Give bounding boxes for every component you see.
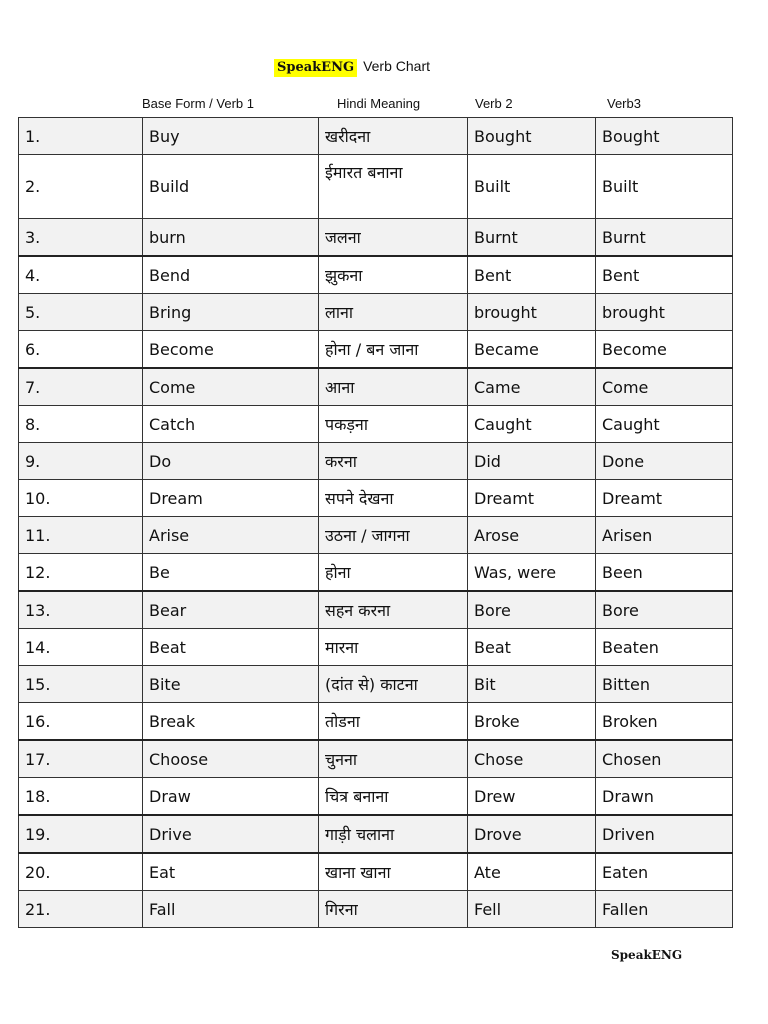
column-header-verb2: Verb 2 [475,96,513,111]
verb3-cell: Been [596,554,733,592]
footer-brand-label: SpeakENG [611,948,683,962]
base-form-cell: Buy [143,118,319,155]
row-number: 21. [19,891,143,928]
verb3-cell: Beaten [596,629,733,666]
hindi-meaning-cell: उठना / जागना [319,517,468,554]
base-form-cell: Do [143,443,319,480]
base-form-cell: Fall [143,891,319,928]
hindi-meaning-cell: चुनना [319,740,468,778]
table-row [19,155,733,219]
row-number: 11. [19,517,143,554]
row-number: 6. [19,331,143,369]
table-row [19,703,733,741]
verb3-cell: Become [596,331,733,369]
base-form-cell: Bend [143,256,319,294]
hindi-meaning-cell: सहन करना [319,591,468,629]
row-number: 1. [19,118,143,155]
hindi-meaning-cell: चित्र बनाना [319,778,468,816]
table-row [19,480,733,517]
verb3-cell: Chosen [596,740,733,778]
verb3-cell: Dreamt [596,480,733,517]
base-form-cell: Break [143,703,319,741]
hindi-meaning-cell: करना [319,443,468,480]
verb3-cell: Bent [596,256,733,294]
table-row [19,219,733,257]
table-row [19,666,733,703]
verb2-cell: Beat [468,629,596,666]
column-header-verb3: Verb3 [607,96,641,111]
verb2-cell: Dreamt [468,480,596,517]
hindi-meaning-cell: होना [319,554,468,592]
table-row [19,118,733,155]
hindi-meaning-cell: गिरना [319,891,468,928]
base-form-cell: Catch [143,406,319,443]
verb3-cell: Done [596,443,733,480]
row-number: 20. [19,853,143,891]
base-form-cell: Eat [143,853,319,891]
hindi-meaning-cell: जलना [319,219,468,257]
verb3-cell: Bitten [596,666,733,703]
title-text: Verb Chart [363,58,431,74]
verb3-cell: brought [596,294,733,331]
table-row [19,815,733,853]
table-row [19,406,733,443]
verb2-cell: brought [468,294,596,331]
brand-label-highlighted: SpeakENG [274,59,357,77]
verb3-cell: Built [596,155,733,219]
verb2-cell: Ate [468,853,596,891]
verb2-cell: Bit [468,666,596,703]
chart-title [274,58,430,76]
base-form-cell: burn [143,219,319,257]
row-number: 15. [19,666,143,703]
verb3-cell: Bore [596,591,733,629]
verb2-cell: Became [468,331,596,369]
verb2-cell: Did [468,443,596,480]
base-form-cell: Arise [143,517,319,554]
table-row [19,591,733,629]
row-number: 14. [19,629,143,666]
row-number: 9. [19,443,143,480]
row-number: 2. [19,155,143,219]
column-header-hindi-meaning: Hindi Meaning [337,96,421,111]
table-row [19,891,733,928]
table-row [19,331,733,369]
row-number: 8. [19,406,143,443]
row-number: 3. [19,219,143,257]
verb2-cell: Fell [468,891,596,928]
verb3-cell: Bought [596,118,733,155]
verb3-cell: Driven [596,815,733,853]
verb3-cell: Come [596,368,733,406]
hindi-meaning-cell: खरीदना [319,118,468,155]
hindi-meaning-cell: खाना खाना [319,853,468,891]
verb3-cell: Broken [596,703,733,741]
base-form-cell: Come [143,368,319,406]
row-number: 7. [19,368,143,406]
base-form-cell: Drive [143,815,319,853]
row-number: 5. [19,294,143,331]
verb3-cell: Fallen [596,891,733,928]
row-number: 12. [19,554,143,592]
verb3-cell: Eaten [596,853,733,891]
row-number: 16. [19,703,143,741]
base-form-cell: Be [143,554,319,592]
verb2-cell: Burnt [468,219,596,257]
verb-table [18,117,733,928]
hindi-meaning-cell: झुकना [319,256,468,294]
verb2-cell: Arose [468,517,596,554]
base-form-cell: Draw [143,778,319,816]
verb2-cell: Bent [468,256,596,294]
table-row [19,554,733,592]
hindi-meaning-cell: (दांत से) काटना [319,666,468,703]
verb2-cell: Drew [468,778,596,816]
hindi-meaning-cell: लाना [319,294,468,331]
verb2-cell: Came [468,368,596,406]
hindi-meaning-cell: सपने देखना [319,480,468,517]
hindi-meaning-cell: गाड़ी चलाना [319,815,468,853]
base-form-cell: Choose [143,740,319,778]
row-number: 17. [19,740,143,778]
row-number: 19. [19,815,143,853]
verb3-cell: Arisen [596,517,733,554]
base-form-cell: Dream [143,480,319,517]
table-row [19,853,733,891]
hindi-meaning-cell: होना / बन जाना [319,331,468,369]
table-row [19,740,733,778]
verb2-cell: Bought [468,118,596,155]
base-form-cell: Bring [143,294,319,331]
verb2-cell: Broke [468,703,596,741]
hindi-meaning-cell: ईमारत बनाना [319,155,468,219]
base-form-cell: Beat [143,629,319,666]
hindi-meaning-cell: आना [319,368,468,406]
hindi-meaning-cell: मारना [319,629,468,666]
verb2-cell: Chose [468,740,596,778]
verb2-cell: Caught [468,406,596,443]
table-row [19,443,733,480]
table-row [19,294,733,331]
base-form-cell: Become [143,331,319,369]
base-form-cell: Bite [143,666,319,703]
table-row [19,517,733,554]
verb2-cell: Drove [468,815,596,853]
table-row [19,629,733,666]
verb3-cell: Drawn [596,778,733,816]
row-number: 13. [19,591,143,629]
verb2-cell: Bore [468,591,596,629]
row-number: 10. [19,480,143,517]
verb3-cell: Caught [596,406,733,443]
table-row [19,778,733,816]
table-row [19,368,733,406]
row-number: 18. [19,778,143,816]
hindi-meaning-cell: पकड़ना [319,406,468,443]
base-form-cell: Build [143,155,319,219]
verb2-cell: Built [468,155,596,219]
hindi-meaning-cell: तोडना [319,703,468,741]
verb2-cell: Was, were [468,554,596,592]
base-form-cell: Bear [143,591,319,629]
verb3-cell: Burnt [596,219,733,257]
row-number: 4. [19,256,143,294]
column-header-base-form: Base Form / Verb 1 [142,96,254,111]
table-row [19,256,733,294]
